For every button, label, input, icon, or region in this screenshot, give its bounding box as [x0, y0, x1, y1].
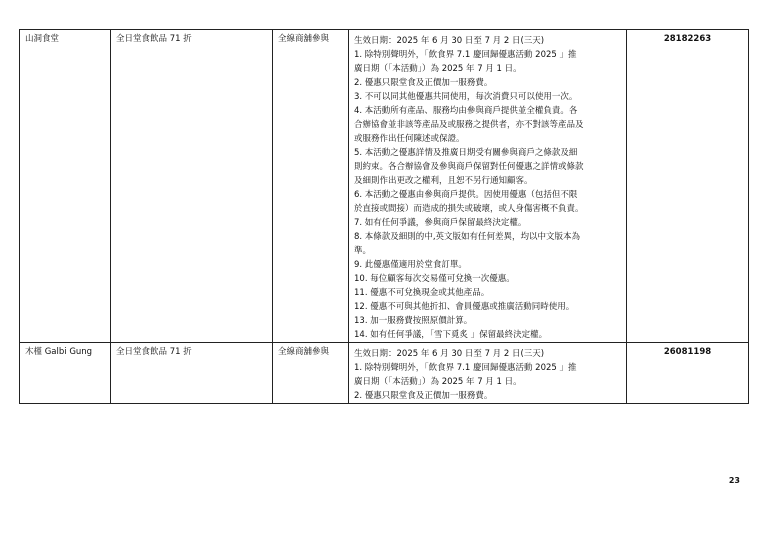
page-number: 23	[728, 476, 740, 485]
restaurant-name-cell	[20, 343, 111, 404]
branches-cell-text: 全線商舖參與	[278, 347, 330, 357]
terms-cell	[349, 30, 627, 343]
branches-cell	[273, 343, 349, 404]
terms-line: 7. 如有任何爭議，參與商戶保留最終決定權。	[354, 218, 527, 228]
terms-line: 8. 本條款及細則的中,英文版如有任何差異，均以中文版本為	[354, 232, 581, 242]
offers-table-body	[20, 30, 749, 404]
offer-cell-text: 全日堂食飲品 71 折	[116, 347, 192, 357]
terms-line: 合辦協會並非該等產品及或服務之提供者，亦不對該等產品及	[354, 120, 584, 130]
phone-cell	[627, 30, 749, 343]
terms-line: 1. 除特別聲明外，「飲食界 7.1 慶回歸優惠活動 2025 」推	[354, 363, 577, 373]
table-row	[20, 30, 749, 343]
restaurant-name-cell-text: 山洞食堂	[25, 34, 60, 44]
restaurant-name-cell	[20, 30, 111, 343]
phone-cell	[627, 343, 749, 404]
terms-line: 11. 優惠不可兌換現金或其他產品。	[354, 288, 490, 298]
offer-cell-text: 全日堂食飲品 71 折	[116, 34, 192, 44]
phone-number: 26081198	[663, 347, 712, 357]
branches-cell	[273, 30, 349, 343]
terms-line: 於直接或間接）而造成的損失或破壞，或人身傷害概不負責。	[354, 204, 584, 214]
terms-line: 14. 如有任何爭議，「雪下覓炙 」保留最終決定權。	[354, 330, 548, 340]
table-row	[20, 343, 749, 404]
terms-line: 3. 不可以同其他優惠共同使用，每次消費只可以使用一次。	[354, 92, 578, 102]
terms-line: 4. 本活動所有產品、服務均由參與商戶提供並全權負責。各	[354, 106, 578, 116]
terms-line: 10. 每位顧客每次交易僅可兌換一次優惠。	[354, 274, 515, 284]
terms-line: 生效日期：2025 年 6 月 30 日至 7 月 2 日(三天)	[354, 36, 545, 46]
offers-table	[19, 29, 749, 404]
terms-line: 則約束。各合辦協會及參與商戶保留對任何優惠之詳情或條款	[354, 162, 584, 172]
terms-line: 及細則作出更改之權利，且恕不另行通知顧客。	[354, 176, 533, 186]
phone-number: 28182263	[663, 34, 712, 44]
terms-line: 6. 本活動之優惠由參與商戶提供。因使用優惠（包括但不限	[354, 190, 578, 200]
terms-line: 廣日期（「本活動」）為 2025 年 7 月 1 日。	[354, 64, 522, 74]
terms-line: 準。	[354, 246, 372, 256]
terms-line: 9. 此優惠僅適用於堂食訂單。	[354, 260, 467, 270]
branches-cell-text: 全線商舖參與	[278, 34, 330, 44]
terms-line: 13. 加一服務費按照原價計算。	[354, 316, 473, 326]
terms-line: 2. 優惠只限堂食及正價加一服務費。	[354, 391, 493, 401]
terms-line: 2. 優惠只限堂食及正價加一服務費。	[354, 78, 493, 88]
terms-cell	[349, 343, 627, 404]
terms-line: 或服務作出任何陳述或保證。	[354, 134, 465, 144]
terms-line: 廣日期（「本活動」）為 2025 年 7 月 1 日。	[354, 377, 522, 387]
terms-line: 1. 除特別聲明外，「飲食界 7.1 慶回歸優惠活動 2025 」推	[354, 50, 577, 60]
offer-cell	[111, 30, 273, 343]
terms-line: 12. 優惠不可與其他折扣、會員優惠或推廣活動同時使用。	[354, 302, 575, 312]
terms-line: 生效日期：2025 年 6 月 30 日至 7 月 2 日(三天)	[354, 349, 545, 359]
restaurant-name-cell-text: 木槿 Galbi Gung	[25, 347, 93, 357]
offer-cell	[111, 343, 273, 404]
terms-line: 5. 本活動之優惠詳情及推廣日期受有關參與商戶之條款及細	[354, 148, 578, 158]
